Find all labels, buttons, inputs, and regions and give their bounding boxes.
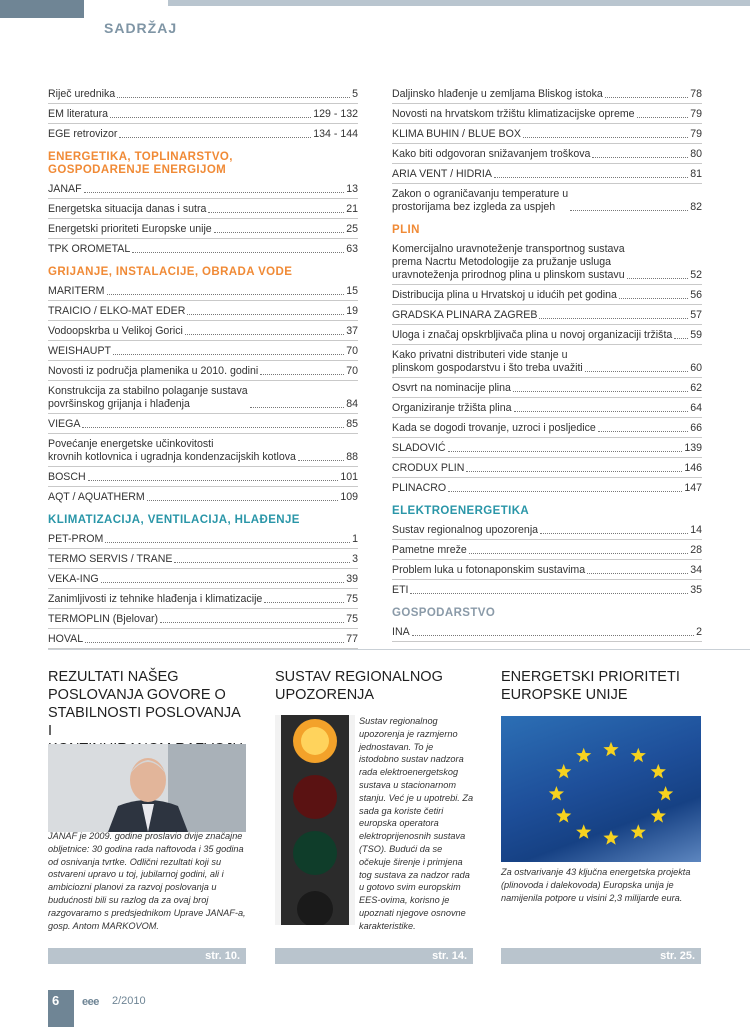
toc-leader-dots <box>674 338 688 339</box>
toc-entry[interactable] <box>48 549 358 569</box>
toc-entry-page: 75 <box>346 613 358 625</box>
toc-entry-title: HOVAL <box>48 633 84 645</box>
header-strip-right <box>168 0 750 6</box>
portrait-photo <box>48 744 246 832</box>
toc-section-heading: ENERGETIKA, TOPLINARSTVO, GOSPODARENJE ENERGIJOM <box>48 151 233 176</box>
toc-entry-title: Organiziranje tržišta plina <box>392 402 512 414</box>
toc-leader-dots <box>147 500 339 501</box>
toc-entry-title: ARIA VENT / HIDRIA <box>392 168 492 180</box>
toc-entry-page: 70 <box>346 345 358 357</box>
toc-leader-dots <box>250 407 345 408</box>
feature-title: SUSTAV REGIONALNOG UPOZORENJA <box>275 669 443 703</box>
toc-entry-title: Osvrt na nominacije plina <box>392 382 511 394</box>
toc-entry[interactable] <box>48 629 358 649</box>
toc-entry-page: 28 <box>690 544 702 556</box>
toc-entry-title: Komercijalno uravnoteženje transportnog sustava prema Nacrtu Metodologije za pružanje usluga uravnoteženja prirodnog plina u plinskom sustavu <box>392 243 625 281</box>
toc-leader-dots <box>592 157 688 158</box>
page-ref-bar[interactable]: str. 10. <box>48 948 246 964</box>
toc-entry[interactable] <box>48 179 358 199</box>
toc-entry-page: 62 <box>690 382 702 394</box>
toc-entry[interactable] <box>48 239 358 258</box>
toc-entry-title: Konstrukcija za stabilno polaganje sustava površinskog grijanja i hlađenja <box>48 385 248 410</box>
section-title: SADRŽAJ <box>104 20 178 36</box>
toc-entry-page: 25 <box>346 223 358 235</box>
toc-entry[interactable] <box>392 164 702 184</box>
toc-entry-title: MARITERM <box>48 285 105 297</box>
flag-star <box>603 830 618 845</box>
toc-entry[interactable] <box>392 184 702 216</box>
toc-leader-dots <box>88 480 339 481</box>
toc-entry-page: 101 <box>340 471 358 483</box>
toc-entry-title: Pametne mreže <box>392 544 467 556</box>
toc-entry[interactable] <box>48 341 358 361</box>
toc-entry-page: 13 <box>346 183 358 195</box>
toc-entry-title: ETI <box>392 584 409 596</box>
toc-entry-title: TRAICIO / ELKO-MAT EDER <box>48 305 186 317</box>
toc-leader-dots <box>410 593 688 594</box>
toc-entry[interactable] <box>48 467 358 487</box>
toc-entry-page: 15 <box>346 285 358 297</box>
issue-number: 2/2010 <box>112 995 146 1007</box>
toc-entry-title: TPK OROMETAL <box>48 243 131 255</box>
flag-star <box>631 824 646 839</box>
toc-entry[interactable] <box>392 285 702 305</box>
toc-entry[interactable] <box>48 609 358 629</box>
toc-entry-page: 21 <box>346 203 358 215</box>
toc-leader-dots <box>105 542 350 543</box>
flag-star <box>631 748 646 763</box>
toc-entry[interactable] <box>392 124 702 144</box>
flag-star <box>651 764 666 779</box>
toc-entry-page: 66 <box>690 422 702 434</box>
toc-entry-title: Povećanje energetske učinkovitosti krovnih kotlovnica i ugradnja kondenzacijskih kotlova <box>48 438 296 463</box>
flag-star <box>556 808 571 823</box>
toc-leader-dots <box>412 635 694 636</box>
toc-entry-title: AQT / AQUATHERM <box>48 491 145 503</box>
divider <box>48 649 750 650</box>
toc-entry-page: 129 - 132 <box>313 108 358 120</box>
flag-star <box>576 824 591 839</box>
toc-leader-dots <box>448 451 683 452</box>
toc-entry[interactable] <box>48 124 358 143</box>
page-ref-bar[interactable]: str. 25. <box>501 948 701 964</box>
toc-section-heading: KLIMATIZACIJA, VENTILACIJA, HLAĐENJE <box>48 514 300 526</box>
toc-entry-title: Kako privatni distributeri vide stanje u plinskom gospodarstvu i što treba uvažiti <box>392 349 583 374</box>
toc-entry[interactable] <box>48 301 358 321</box>
toc-entry-title: VEKA-ING <box>48 573 99 585</box>
toc-entry-title: Zanimljivosti iz tehnike hlađenja i klimatizacije <box>48 593 263 605</box>
toc-entry-page: 81 <box>690 168 702 180</box>
toc-leader-dots <box>174 562 350 563</box>
feature-text: Za ostvarivanje 43 ključna energetska projekta (plinovoda i dalekovoda) Europska unija je namijenila potpore u visini 2,3 milijarde eura. <box>501 867 691 903</box>
toc-leader-dots <box>110 117 311 118</box>
page-ref-bar[interactable]: str. 14. <box>275 948 473 964</box>
toc-entry-title: GRADSKA PLINARA ZAGREB <box>392 309 538 321</box>
toc-entry[interactable] <box>392 398 702 418</box>
toc-leader-dots <box>214 232 345 233</box>
magazine-logo: eee <box>82 996 99 1008</box>
toc-leader-dots <box>119 137 311 138</box>
toc-entry-title: Zakon o ograničavanju temperature u prostorijama bez izgleda za uspjeh <box>392 188 569 213</box>
toc-entry[interactable] <box>48 414 358 434</box>
toc-entry-page: 59 <box>690 329 702 341</box>
toc-leader-dots <box>570 210 688 211</box>
toc-entry-page: 79 <box>690 108 702 120</box>
toc-leader-dots <box>585 371 688 372</box>
toc-entry-page: 39 <box>346 573 358 585</box>
toc-leader-dots <box>587 573 688 574</box>
toc-leader-dots <box>84 192 345 193</box>
toc-entry[interactable] <box>48 381 358 414</box>
toc-leader-dots <box>101 582 345 583</box>
toc-entry[interactable] <box>48 321 358 341</box>
toc-entry-title: TERMOPLIN (Bjelovar) <box>48 613 159 625</box>
toc-entry-page: 60 <box>690 362 702 374</box>
page-number: 6 <box>52 993 60 1008</box>
toc-entry-title: Energetska situacija danas i sutra <box>48 203 207 215</box>
toc-entry-page: 80 <box>690 148 702 160</box>
traffic-light-image <box>275 715 355 925</box>
toc-entry-page: 77 <box>346 633 358 645</box>
toc-entry[interactable] <box>392 540 702 560</box>
toc-entry-page: 109 <box>340 491 358 503</box>
toc-section-heading: GRIJANJE, INSTALACIJE, OBRADA VODE <box>48 266 293 278</box>
toc-leader-dots <box>264 602 344 603</box>
toc-column-left <box>48 84 358 649</box>
toc-leader-dots <box>85 642 344 643</box>
header-strip-left <box>0 0 84 18</box>
toc-entry[interactable] <box>48 361 358 381</box>
toc-entry[interactable] <box>48 219 358 239</box>
toc-entry[interactable] <box>392 104 702 124</box>
toc-leader-dots <box>260 374 344 375</box>
feature-regional-warning[interactable] <box>275 668 475 968</box>
toc-entry-title: Kada se dogodi trovanje, uzroci i posljedice <box>392 422 596 434</box>
toc-entry-page: 35 <box>690 584 702 596</box>
toc-column-right <box>392 84 702 642</box>
toc-entry[interactable] <box>392 580 702 599</box>
toc-entry-page: 70 <box>346 365 358 377</box>
toc-leader-dots <box>113 354 344 355</box>
flag-star <box>651 808 666 823</box>
toc-leader-dots <box>637 117 689 118</box>
toc-leader-dots <box>208 212 344 213</box>
toc-leader-dots <box>82 427 344 428</box>
toc-entry-page: 3 <box>352 553 358 565</box>
toc-leader-dots <box>185 334 344 335</box>
toc-entry-title: Problem luka u fotonaponskim sustavima <box>392 564 586 576</box>
toc-leader-dots <box>598 431 688 432</box>
toc-entry-page: 52 <box>690 269 702 281</box>
toc-leader-dots <box>117 97 350 98</box>
toc-leader-dots <box>132 252 344 253</box>
toc-entry[interactable] <box>392 239 702 285</box>
toc-entry-title: EGE retrovizor <box>48 128 118 140</box>
toc-entry-page: 34 <box>690 564 702 576</box>
toc-leader-dots <box>514 411 689 412</box>
flag-star <box>549 786 564 801</box>
toc-entry-title: Energetski prioriteti Europske unije <box>48 223 212 235</box>
feature-janaf[interactable] <box>48 668 248 968</box>
toc-entry-title: SLADOVIĆ <box>392 442 446 454</box>
toc-entry-page: 56 <box>690 289 702 301</box>
toc-entry[interactable] <box>392 345 702 378</box>
toc-leader-dots <box>627 278 689 279</box>
toc-entry[interactable] <box>392 144 702 164</box>
toc-entry-page: 14 <box>690 524 702 536</box>
toc-entry[interactable] <box>392 84 702 104</box>
toc-leader-dots <box>469 553 688 554</box>
feature-title: REZULTATI NAŠEG POSLOVANJA GOVORE O STABILNOSTI POSLOVANJA I <box>48 669 241 739</box>
toc-section-heading: ELEKTROENERGETIKA <box>392 505 530 517</box>
toc-entry-title: BOSCH <box>48 471 86 483</box>
toc-entry[interactable] <box>392 520 702 540</box>
feature-text: JANAF je 2009. godine proslavio dvije značajne obljetnice: 30 godina rada naftovoda i 35 godina od osnivanja tvrtke. Odlični rezultati koji su ostvareni upravo u toj, jubilarnoj godini, ali i ambiciozni planovi za razvoj poslovanja u budućnosti bili su razlog da za ovaj broj razgovaramo s predsjednikom Uprave JANAF-a, gosp. Antom MARKOVOM. <box>48 831 246 931</box>
flag-star <box>556 764 571 779</box>
toc-leader-dots <box>107 294 345 295</box>
toc-entry-page: 146 <box>684 462 702 474</box>
toc-entry-title: TERMO SERVIS / TRANE <box>48 553 173 565</box>
flag-star <box>658 786 673 801</box>
toc-entry-page: 2 <box>696 626 702 638</box>
toc-entry-page: 1 <box>352 533 358 545</box>
toc-leader-dots <box>619 298 688 299</box>
feature-text: Sustav regionalnog upozorenja je razmjerno jednostavan. To je istodobno sustav nadzora rada elektroenergetskog sustava u stacionarnom stanju. Već je u upotrebi. Za sada ga koriste četiri europska operatora elektroprijenosnih sustava (TSO). Budući da se očekuje širenje i primjena tog sustava za nadzor rada u gotovo svim europskim EES-ovima, korisno je upoznati njegove osnovne karakteristike. <box>359 716 474 931</box>
toc-entry-page: 139 <box>684 442 702 454</box>
toc-entry-title: Kako biti odgovoran snižavanjem troškova <box>392 148 591 160</box>
toc-entry-page: 37 <box>346 325 358 337</box>
toc-entry[interactable] <box>48 487 358 506</box>
toc-entry-page: 88 <box>346 451 358 463</box>
toc-leader-dots <box>539 318 688 319</box>
toc-entry-title: EM literatura <box>48 108 109 120</box>
toc-leader-dots <box>448 491 682 492</box>
toc-entry-title: WEISHAUPT <box>48 345 111 357</box>
toc-entry-title: CRODUX PLIN <box>392 462 465 474</box>
toc-entry[interactable] <box>48 281 358 301</box>
toc-leader-dots <box>523 137 688 138</box>
toc-entry-title: Riječ urednika <box>48 88 116 100</box>
toc-entry-page: 147 <box>684 482 702 494</box>
toc-entry-page: 84 <box>346 398 358 410</box>
toc-entry-page: 79 <box>690 128 702 140</box>
flag-star <box>576 748 591 763</box>
toc-entry-title: Uloga i značaj opskrbljivača plina u novoj organizaciji tržišta <box>392 329 673 341</box>
toc-entry-title: Daljinsko hlađenje u zemljama Bliskog istoka <box>392 88 603 100</box>
toc-entry-page: 82 <box>690 201 702 213</box>
toc-section-heading: GOSPODARSTVO <box>392 607 496 619</box>
toc-entry[interactable] <box>48 84 358 104</box>
toc-entry-page: 19 <box>346 305 358 317</box>
toc-entry-title: KLIMA BUHIN / BLUE BOX <box>392 128 521 140</box>
toc-entry-page: 63 <box>346 243 358 255</box>
toc-entry[interactable] <box>392 458 702 478</box>
toc-leader-dots <box>160 622 344 623</box>
toc-entry[interactable] <box>392 622 702 642</box>
toc-entry-page: 75 <box>346 593 358 605</box>
toc-entry[interactable] <box>48 589 358 609</box>
toc-entry-page: 78 <box>690 88 702 100</box>
toc-entry[interactable] <box>48 104 358 124</box>
toc-entry-title: Novosti na hrvatskom tržištu klimatizacijske opreme <box>392 108 635 120</box>
toc-leader-dots <box>298 460 344 461</box>
toc-entry-title: Sustav regionalnog upozorenja <box>392 524 539 536</box>
toc-leader-dots <box>466 471 682 472</box>
toc-entry-title: Vodoopskrba u Velikoj Gorici <box>48 325 183 337</box>
toc-entry-page: 5 <box>352 88 358 100</box>
toc-entry-title: JANAF <box>48 183 82 195</box>
toc-entry-page: 85 <box>346 418 358 430</box>
feature-eu-priorities[interactable] <box>501 668 701 968</box>
toc-entry[interactable] <box>48 569 358 589</box>
toc-entry[interactable] <box>392 325 702 345</box>
toc-entry[interactable] <box>48 199 358 219</box>
toc-entry-title: PET-PROM <box>48 533 104 545</box>
eu-flag-image <box>501 716 701 862</box>
toc-entry[interactable] <box>392 478 702 497</box>
toc-section-heading: PLIN <box>392 224 420 236</box>
toc-leader-dots <box>513 391 688 392</box>
toc-entry[interactable] <box>392 378 702 398</box>
toc-entry-page: 64 <box>690 402 702 414</box>
toc-entry-title: Novosti iz područja plamenika u 2010. godini <box>48 365 259 377</box>
toc-leader-dots <box>540 533 688 534</box>
flag-star <box>603 742 618 757</box>
toc-entry-page: 134 - 144 <box>313 128 358 140</box>
toc-leader-dots <box>605 97 688 98</box>
toc-entry-title: VIEGA <box>48 418 81 430</box>
toc-leader-dots <box>494 177 688 178</box>
toc-entry-title: PLINACRO <box>392 482 447 494</box>
toc-entry[interactable] <box>392 418 702 438</box>
toc-entry[interactable] <box>392 305 702 325</box>
toc-entry[interactable] <box>48 434 358 467</box>
toc-entry-title: Distribucija plina u Hrvatskoj u idućih pet godina <box>392 289 617 301</box>
toc-entry-title: INA <box>392 626 410 638</box>
toc-leader-dots <box>187 314 344 315</box>
toc-entry-page: 57 <box>690 309 702 321</box>
feature-title: ENERGETSKI PRIORITETI EUROPSKE UNIJE <box>501 669 680 703</box>
toc-entry[interactable] <box>48 529 358 549</box>
toc-entry[interactable] <box>392 438 702 458</box>
toc-entry[interactable] <box>392 560 702 580</box>
